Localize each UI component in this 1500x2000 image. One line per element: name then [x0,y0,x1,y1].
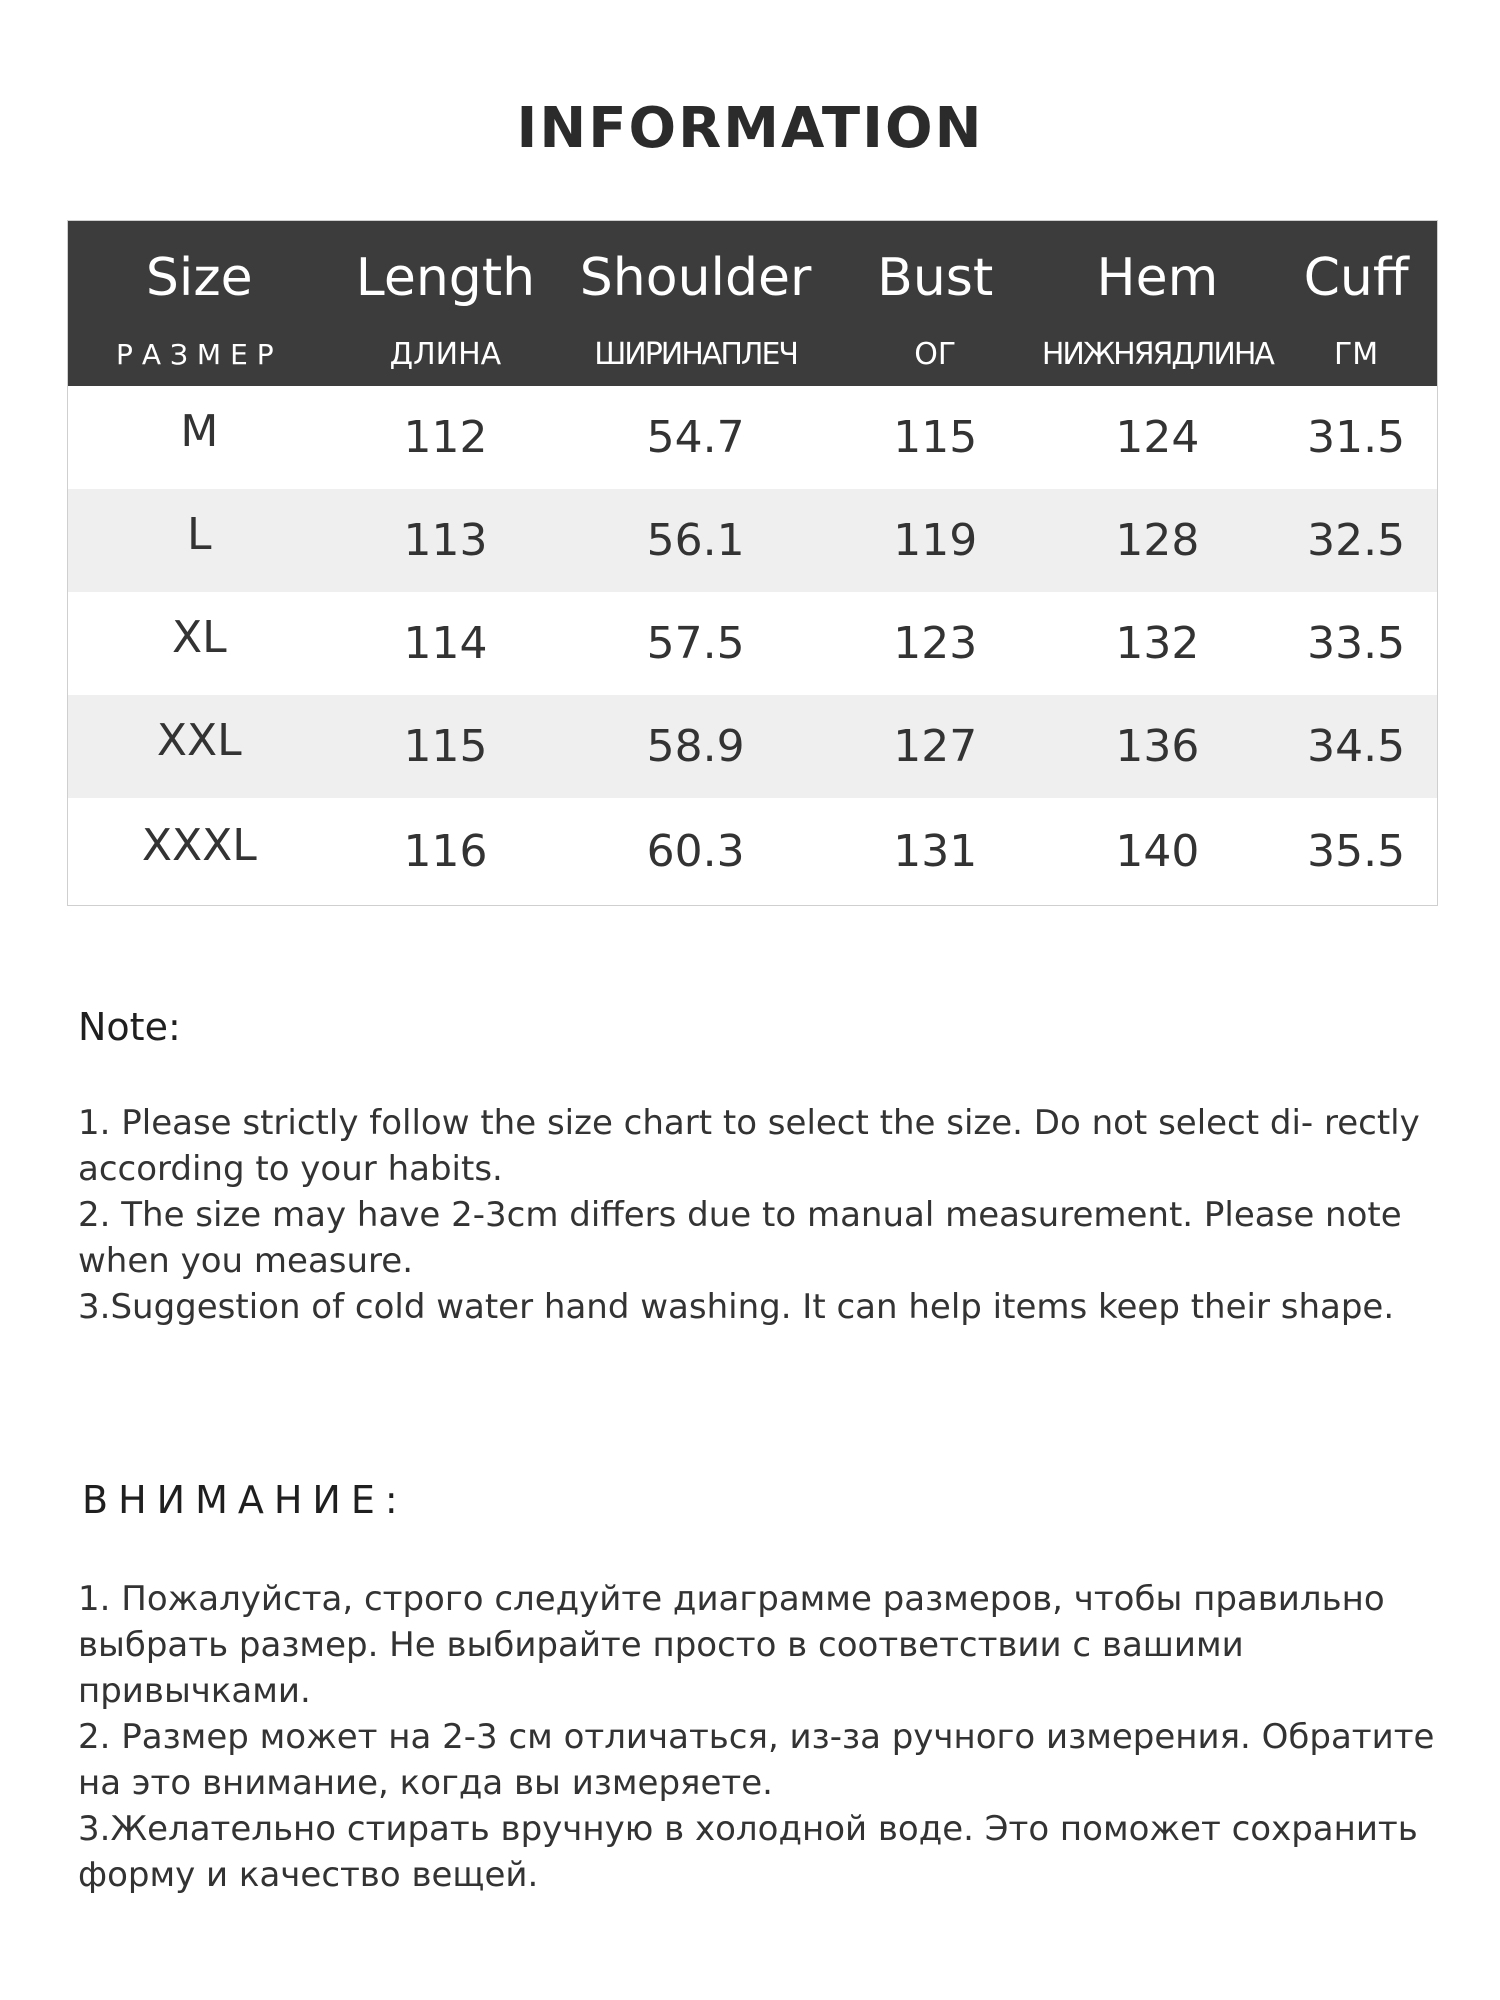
header-shoulder-ru: ШИРИНАПЛЕЧ [594,337,797,372]
header-bust [831,221,1040,386]
ru-note-item-1: 1. Пожалуйста, строго следуйте диаграмме размеров, чтобы правильно выбрать размер. Не выбирайте просто в соответствии с вашими привычками. [78,1579,1385,1711]
cell-size: XL [171,612,227,663]
header-cuff-en: Cuff [1303,248,1409,308]
header-length-en: Length [355,248,536,308]
cell-length: 116 [403,826,488,877]
cell-length: 112 [403,412,488,463]
cell-size: M [180,406,219,457]
cell-cuff: 33.5 [1307,618,1406,669]
cell-shoulder: 60.3 [646,826,745,877]
cell-cuff: 32.5 [1307,515,1406,566]
cell-bust: 131 [893,826,978,877]
note-item-3: 3.Suggestion of cold water hand washing. It can help items keep their shape. [78,1287,1395,1327]
cell-size: L [187,509,212,560]
cell-length: 114 [403,618,488,669]
cell-shoulder: 56.1 [646,515,745,566]
cell-hem: 124 [1115,412,1200,463]
table-row [68,386,1437,489]
table-row [68,489,1437,592]
cell-length: 113 [403,515,488,566]
header-size [68,221,331,386]
cell-cuff: 35.5 [1307,826,1406,877]
size-chart-table [67,220,1438,906]
cell-bust: 115 [893,412,978,463]
header-length [331,221,561,386]
cell-cuff: 34.5 [1307,721,1406,772]
note-text [78,1100,1438,1330]
cell-hem: 136 [1115,721,1200,772]
header-size-en: Size [145,248,253,308]
cell-cuff: 31.5 [1307,412,1406,463]
header-cuff [1275,221,1437,386]
cell-bust: 127 [893,721,978,772]
cell-shoulder: 57.5 [646,618,745,669]
ru-note-text [78,1576,1438,1898]
header-length-ru: ДЛИНА [389,337,502,372]
note-heading: Note: [78,1005,181,1049]
cell-hem: 128 [1115,515,1200,566]
header-size-ru: РАЗМЕР [115,338,283,371]
cell-hem: 140 [1115,826,1200,877]
cell-shoulder: 54.7 [646,412,745,463]
table-header-row [68,221,1437,386]
cell-size: XXXL [141,820,257,871]
table-row [68,695,1437,798]
header-shoulder [560,221,831,386]
page-title: INFORMATION [516,96,984,161]
cell-bust: 119 [893,515,978,566]
cell-length: 115 [403,721,488,772]
header-cuff-ru: ГМ [1334,337,1379,372]
header-shoulder-en: Shoulder [579,248,812,308]
cell-shoulder: 58.9 [646,721,745,772]
note-item-1: 1. Please strictly follow the size chart to select the size. Do not select di- rectly according to your habits. [78,1103,1420,1189]
header-bust-ru: ОГ [914,337,957,372]
ru-note-item-2: 2. Размер может на 2-3 см отличаться, из-за ручного измерения. Обратите на это внимание, когда вы измеряете. [78,1717,1435,1803]
ru-note-heading: ВНИМАНИЕ: [82,1478,408,1522]
header-hem-ru: НИЖНЯЯДЛИНА [1041,337,1273,372]
cell-size: XXL [156,715,242,766]
ru-note-item-3: 3.Желательно стирать вручную в холодной воде. Это поможет сохранить форму и качество вещей. [78,1809,1418,1895]
note-item-2: 2. The size may have 2-3cm differs due to manual measurement. Please note when you measure. [78,1195,1402,1281]
table-row [68,798,1437,905]
cell-bust: 123 [893,618,978,669]
header-bust-en: Bust [877,248,994,308]
header-hem-en: Hem [1096,248,1219,308]
cell-hem: 132 [1115,618,1200,669]
table-row [68,592,1437,695]
header-hem [1040,221,1276,386]
